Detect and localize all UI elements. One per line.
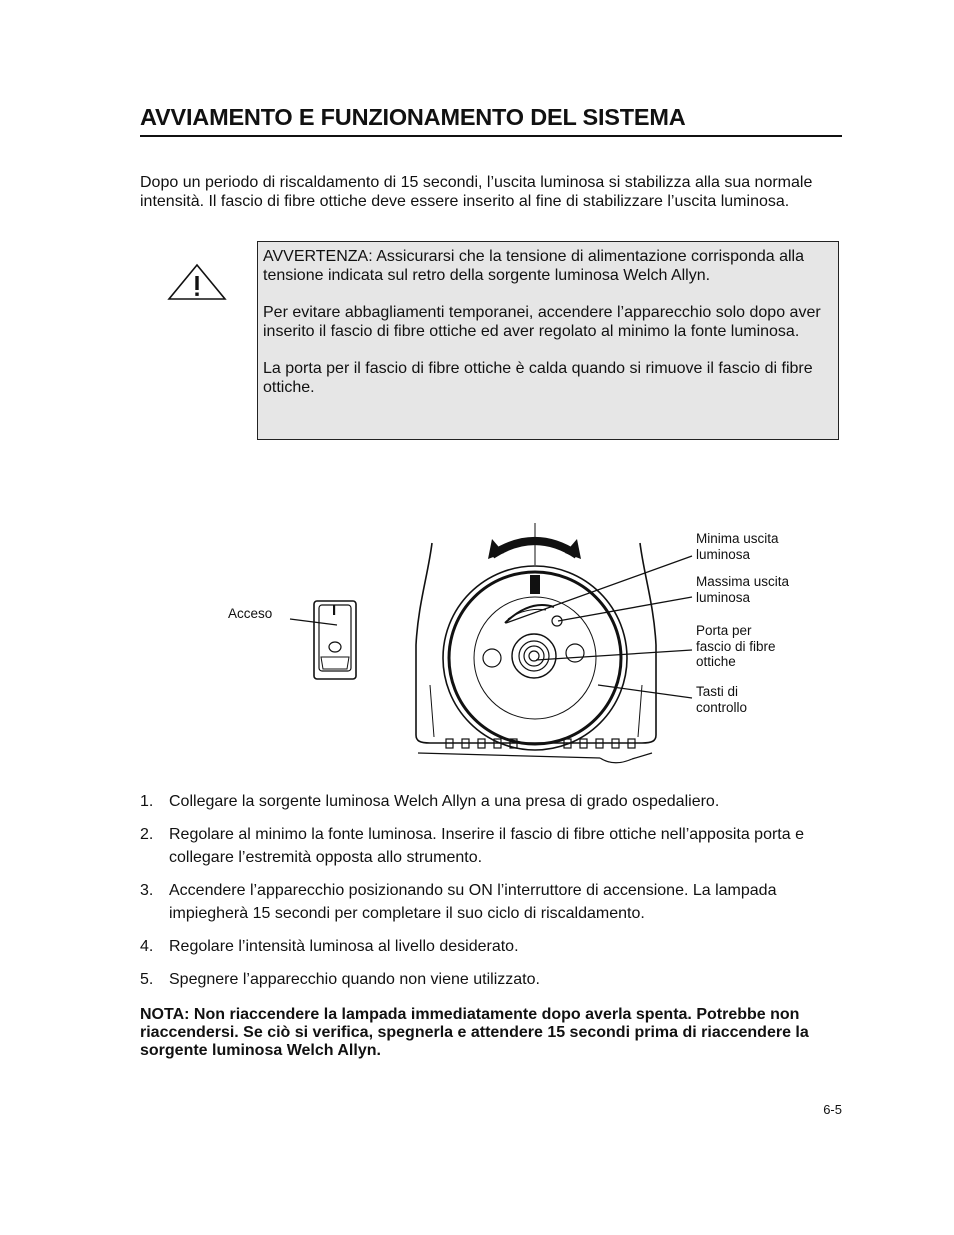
step-text: Regolare l’intensità luminosa al livello desiderato. <box>169 938 519 955</box>
list-item <box>140 823 842 869</box>
light-source-diagram <box>220 515 820 770</box>
procedure-steps <box>140 790 842 1001</box>
callout-massima-uscita: Massima uscita luminosa <box>696 574 790 605</box>
warning-box <box>257 241 839 440</box>
callout-acceso: Acceso <box>228 606 273 621</box>
step-number: 4. <box>140 938 154 955</box>
step-number: 1. <box>140 793 154 810</box>
callout-porta-fibre: Porta per fascio di fibre ottiche <box>696 623 776 669</box>
control-dial <box>443 566 627 750</box>
intro-paragraph: Dopo un periodo di riscaldamento di 15 secondi, l’uscita luminosa si stabilizza alla sua normale intensità. Il fascio di fibre ottiche deve essere inserito al fine di stabilizzare l’uscita luminosa. <box>140 174 813 210</box>
page-number: 6-5 <box>823 1102 842 1117</box>
callout-tasti-controllo: Tasti di controllo <box>696 684 748 715</box>
rotation-arrow-icon <box>488 523 581 565</box>
step-number: 2. <box>140 826 154 843</box>
switch-on-symbol: I <box>332 602 337 619</box>
step-text: Spegnere l’apparecchio quando non viene utilizzato. <box>169 971 540 988</box>
warning-triangle-icon <box>166 262 228 302</box>
step-text: Collegare la sorgente luminosa Welch Allyn a una presa di grado ospedaliero. <box>169 793 720 810</box>
callout-minima-uscita: Minima uscita luminosa <box>696 531 779 562</box>
step-text: Accendere l’apparecchio posizionando su ON l’interruttore di accensione. La lampada impiegherà 15 secondi per completare il suo ciclo di riscaldamento. <box>169 882 777 922</box>
warning-paragraph: Per evitare abbagliamenti temporanei, accendere l’apparecchio solo dopo aver inserito il fascio di fibre ottiche ed aver regolato al minimo la fonte luminosa. <box>263 304 821 340</box>
warning-paragraph: La porta per il fascio di fibre ottiche è calda quando si rimuove il fascio di fibre ottiche. <box>263 360 813 396</box>
warning-paragraph: AVVERTENZA: Assicurarsi che la tensione di alimentazione corrisponda alla tensione indicata sul retro della sorgente luminosa Welch Allyn. <box>263 248 804 284</box>
note-paragraph: NOTA: Non riaccendere la lampada immediatamente dopo averla spenta. Potrebbe non riaccendersi. Se ciò si verifica, spegnerla e attendere 15 secondi prima di riaccendere la sorgente luminosa Welch Allyn. <box>140 1006 809 1059</box>
list-item <box>140 879 842 925</box>
step-text: Regolare al minimo la fonte luminosa. Inserire il fascio di fibre ottiche nell’apposita porta e collegare l’estremità opposta allo strumento. <box>169 826 804 866</box>
step-number: 5. <box>140 971 154 988</box>
section-title: AVVIAMENTO E FUNZIONAMENTO DEL SISTEMA <box>140 104 842 137</box>
step-number: 3. <box>140 882 154 899</box>
list-item <box>140 935 842 958</box>
list-item <box>140 968 842 991</box>
list-item <box>140 790 842 813</box>
